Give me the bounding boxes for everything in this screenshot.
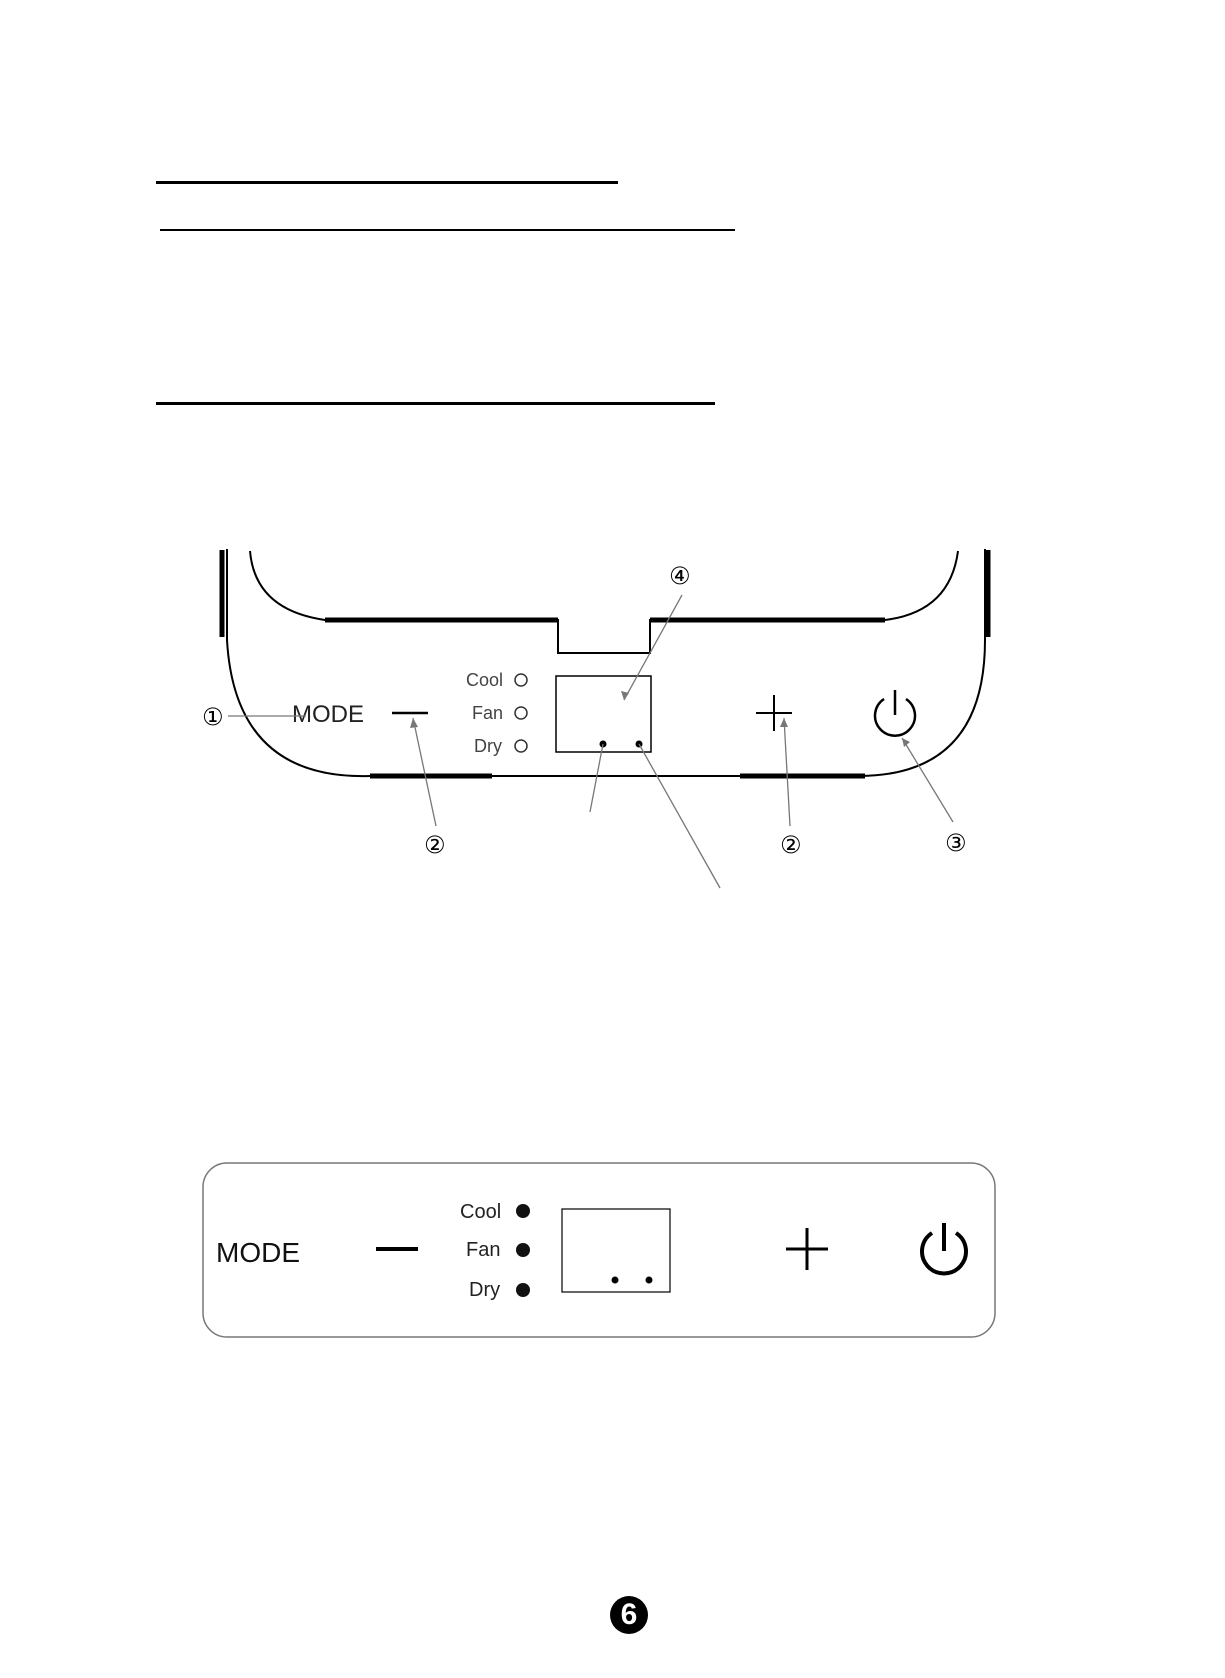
indicator-fan-label: Fan: [466, 1239, 501, 1261]
callout-3: ③: [945, 830, 967, 857]
indicator-cool-label: Cool: [460, 1201, 502, 1223]
mode-label: MODE: [292, 701, 364, 728]
plus-button[interactable]: [786, 1228, 828, 1270]
indicator-dry-label: Dry: [469, 1279, 501, 1301]
indicator-dry-led: [516, 1283, 530, 1297]
callout-2-left: ②: [424, 832, 446, 859]
callout-2-right: ②: [780, 832, 802, 859]
indicator-dry-label: Dry: [474, 736, 502, 756]
indicator-cool-led: [516, 1204, 530, 1218]
mode-button[interactable]: MODE: [216, 1237, 300, 1268]
panel-frame: [203, 1163, 995, 1337]
callout-4: ④: [669, 563, 691, 590]
indicator-fan-label: Fan: [472, 703, 504, 723]
power-button[interactable]: [922, 1223, 966, 1273]
page-number: 6: [610, 1596, 648, 1634]
display-dot-right: [646, 1277, 653, 1284]
display-dot-left: [612, 1277, 619, 1284]
callout-1: ①: [202, 704, 224, 731]
indicator-cool-label: Cool: [466, 670, 504, 690]
indicator-fan-led: [516, 1243, 530, 1257]
